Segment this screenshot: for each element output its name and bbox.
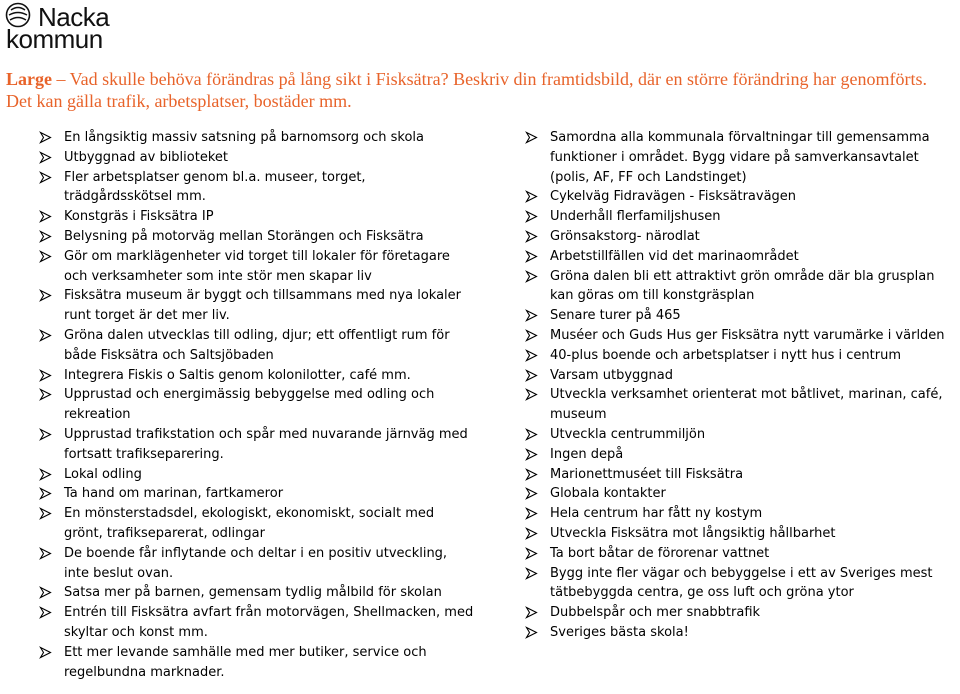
list-item-text: Sveriges bästa skola! — [550, 624, 689, 640]
list-item-text: Grönsakstorg- närodlat — [550, 228, 700, 244]
list-item — [525, 385, 957, 425]
arrow-head-icon — [39, 487, 52, 500]
list-item-text: Ta bort båtar de förorenar vattnet — [550, 545, 770, 561]
arrow-head-icon — [39, 131, 52, 144]
list-item — [39, 385, 475, 425]
list-item-text: Arbetstillfällen vid det marinaområdet — [550, 248, 799, 264]
list-item-text: Ingen depå — [550, 446, 624, 462]
arrow-head-icon — [39, 646, 52, 659]
list-item-text: Satsa mer på barnen, gemensam tydlig målbild för skolan — [64, 585, 442, 601]
list-item — [39, 207, 475, 227]
list-item — [39, 484, 475, 504]
list-item — [39, 326, 475, 366]
arrow-head-icon — [525, 567, 538, 580]
arrow-head-icon — [39, 230, 52, 243]
arrow-head-icon — [525, 626, 538, 639]
list-item-text: Globala kontakter — [550, 486, 666, 502]
arrow-head-icon — [525, 270, 538, 283]
list-item-text: Utveckla verksamhet orienterat mot båtlivet, marinan, café, museum — [550, 387, 943, 423]
heading-label: Large — [6, 69, 52, 89]
list-item-text: De boende får inflytande och deltar i en positiv utveckling, inte beslut ovan. — [64, 545, 448, 581]
list-item — [525, 306, 957, 326]
arrow-head-icon — [39, 369, 52, 382]
left-bullet-list — [39, 128, 475, 682]
arrow-head-icon — [525, 468, 538, 481]
arrow-head-icon — [525, 309, 538, 322]
arrow-head-icon — [525, 349, 538, 362]
list-item — [525, 504, 957, 524]
arrow-head-icon — [525, 250, 538, 263]
list-item — [525, 564, 957, 604]
list-item-text: Underhåll flerfamiljshusen — [550, 209, 721, 225]
list-item — [39, 128, 475, 148]
list-item-text: En långsiktig massiv satsning på barnomsorg och skola — [64, 130, 424, 145]
list-item-text: Upprustad och energimässig bebyggelse med odling och rekreation — [64, 387, 435, 423]
list-item — [39, 504, 475, 544]
list-item — [525, 425, 957, 445]
list-item-text: Bygg inte fler vägar och bebyggelse i ett av Sveriges mest tätbebyggda centra, ge oss luft och gröna ytor — [550, 565, 933, 601]
arrow-head-icon — [39, 171, 52, 184]
arrow-head-icon — [39, 329, 52, 342]
arrow-head-icon — [39, 289, 52, 302]
list-item-text: Entrén till Fisksätra avfart från motorvägen, Shellmacken, med skyltar och konst mm. — [64, 605, 474, 640]
arrow-head-icon — [39, 468, 52, 481]
list-item — [39, 583, 475, 603]
arrow-head-icon — [39, 547, 52, 560]
list-item-text: Ta hand om marinan, fartkameror — [64, 486, 284, 502]
list-item-text: Gröna dalen bli ett attraktivt grön område där bla grusplan kan göras om till konstgräsplan — [550, 268, 935, 304]
list-item-text: Varsam utbyggnad — [550, 367, 673, 383]
arrow-head-icon — [39, 250, 52, 263]
list-item-text: Utbyggnad av biblioteket — [64, 149, 228, 165]
list-item-text: En mönsterstadsdel, ekologiskt, ekonomiskt, socialt med grönt, trafikseparerat, odlingar — [64, 506, 435, 541]
arrow-head-icon — [525, 230, 538, 243]
list-item — [39, 247, 475, 287]
list-item — [39, 465, 475, 485]
arrow-head-icon — [39, 586, 52, 599]
list-item-text: Konstgräs i Fisksätra IP — [64, 209, 214, 225]
arrow-head-icon — [525, 507, 538, 520]
list-item-text: Utveckla Fisksätra mot långsiktig hållbarhet — [550, 525, 836, 541]
list-item-text: Senare turer på 465 — [550, 308, 681, 324]
question-heading — [6, 68, 954, 112]
arrow-head-icon — [525, 369, 538, 382]
list-item-text: Upprustad trafikstation och spår med nuvarande järnväg med fortsatt trafikseparering. — [64, 426, 468, 462]
arrow-head-icon — [39, 388, 52, 401]
list-item — [525, 465, 957, 485]
list-item-text: Gör om marklägenheter vid torget till lokaler för företagare och verksamheter som inte stör men skapar liv — [64, 248, 450, 284]
list-item — [525, 207, 957, 227]
list-item — [525, 247, 957, 267]
arrow-head-icon — [525, 210, 538, 223]
arrow-head-icon — [525, 131, 538, 144]
nacka-kommun-logo — [4, 2, 116, 54]
list-item-text: Fler arbetsplatser genom bl.a. museer, torget, trädgårdsskötsel mm. — [64, 169, 366, 205]
list-item — [525, 187, 957, 207]
list-item-text: Dubbelspår och mer snabbtrafik — [550, 605, 761, 621]
arrow-head-icon — [39, 428, 52, 441]
list-item-text: Integrera Fiskis o Saltis genom kolonilotter, café mm. — [64, 367, 411, 383]
right-bullet-list — [525, 128, 957, 643]
arrow-head-icon — [525, 547, 538, 560]
list-item — [525, 524, 957, 544]
list-item — [525, 227, 957, 247]
list-item — [525, 484, 957, 504]
list-item-text: Gröna dalen utvecklas till odling, djur; ett offentligt rum för både Fisksätra och Saltsjöbaden — [64, 327, 450, 363]
list-item — [39, 227, 475, 247]
list-item — [525, 128, 957, 187]
list-item — [525, 366, 957, 386]
list-item — [39, 286, 475, 326]
arrow-head-icon — [525, 190, 538, 203]
list-item — [39, 643, 475, 683]
list-item-text: Fisksätra museum är byggt och tillsammans med nya lokaler runt torget är det mer liv. — [64, 288, 462, 324]
list-item — [39, 603, 475, 643]
list-item — [525, 623, 957, 643]
list-item-text: Muséer och Guds Hus ger Fisksätra nytt varumärke i världen — [550, 327, 945, 343]
arrow-head-icon — [525, 487, 538, 500]
list-item-text: Hela centrum har fått ny kostym — [550, 506, 763, 522]
arrow-head-icon — [525, 606, 538, 619]
arrow-head-icon — [525, 527, 538, 540]
arrow-head-icon — [39, 507, 52, 520]
list-item-text: Samordna alla kommunala förvaltningar till gemensamma funktioner i området. Bygg vidare på samverkansavtalet (polis, AF, FF och Landstinget) — [550, 130, 930, 185]
list-item — [39, 366, 475, 386]
list-item-text: 40-plus boende och arbetsplatser i nytt hus i centrum — [550, 347, 902, 363]
arrow-head-icon — [39, 210, 52, 223]
list-item-text: Cykelväg Fidravägen - Fisksätravägen — [550, 189, 797, 205]
logo-line-2: kommun — [6, 24, 103, 54]
list-item — [39, 168, 475, 208]
list-item — [525, 346, 957, 366]
logo-line-1: Nacka — [38, 2, 110, 32]
list-item-text: Ett mer levande samhälle med mer butiker, service och regelbundna marknader. — [64, 644, 427, 680]
arrow-head-icon — [39, 606, 52, 619]
list-item — [39, 544, 475, 584]
list-item-text: Marionettmuséet till Fisksätra — [550, 466, 744, 482]
list-item-text: Utveckla centrummiljön — [550, 426, 706, 442]
list-item — [525, 603, 957, 623]
list-item — [39, 148, 475, 168]
arrow-head-icon — [525, 388, 538, 401]
heading-text: – Vad skulle behöva förändras på lång sikt i Fisksätra? Beskriv din framtidsbild, där en större förändring har genomförts. Det kan gälla trafik, arbetsplatser, bostäder mm. — [6, 69, 927, 111]
list-item — [525, 326, 957, 346]
list-item-text: Belysning på motorväg mellan Storängen och Fisksätra — [64, 228, 424, 244]
arrow-head-icon — [525, 448, 538, 461]
list-item — [525, 445, 957, 465]
list-item — [525, 267, 957, 307]
arrow-head-icon — [39, 151, 52, 164]
arrow-head-icon — [525, 428, 538, 441]
list-item-text: Lokal odling — [64, 466, 142, 482]
list-item — [39, 425, 475, 465]
list-item — [525, 544, 957, 564]
arrow-head-icon — [525, 329, 538, 342]
